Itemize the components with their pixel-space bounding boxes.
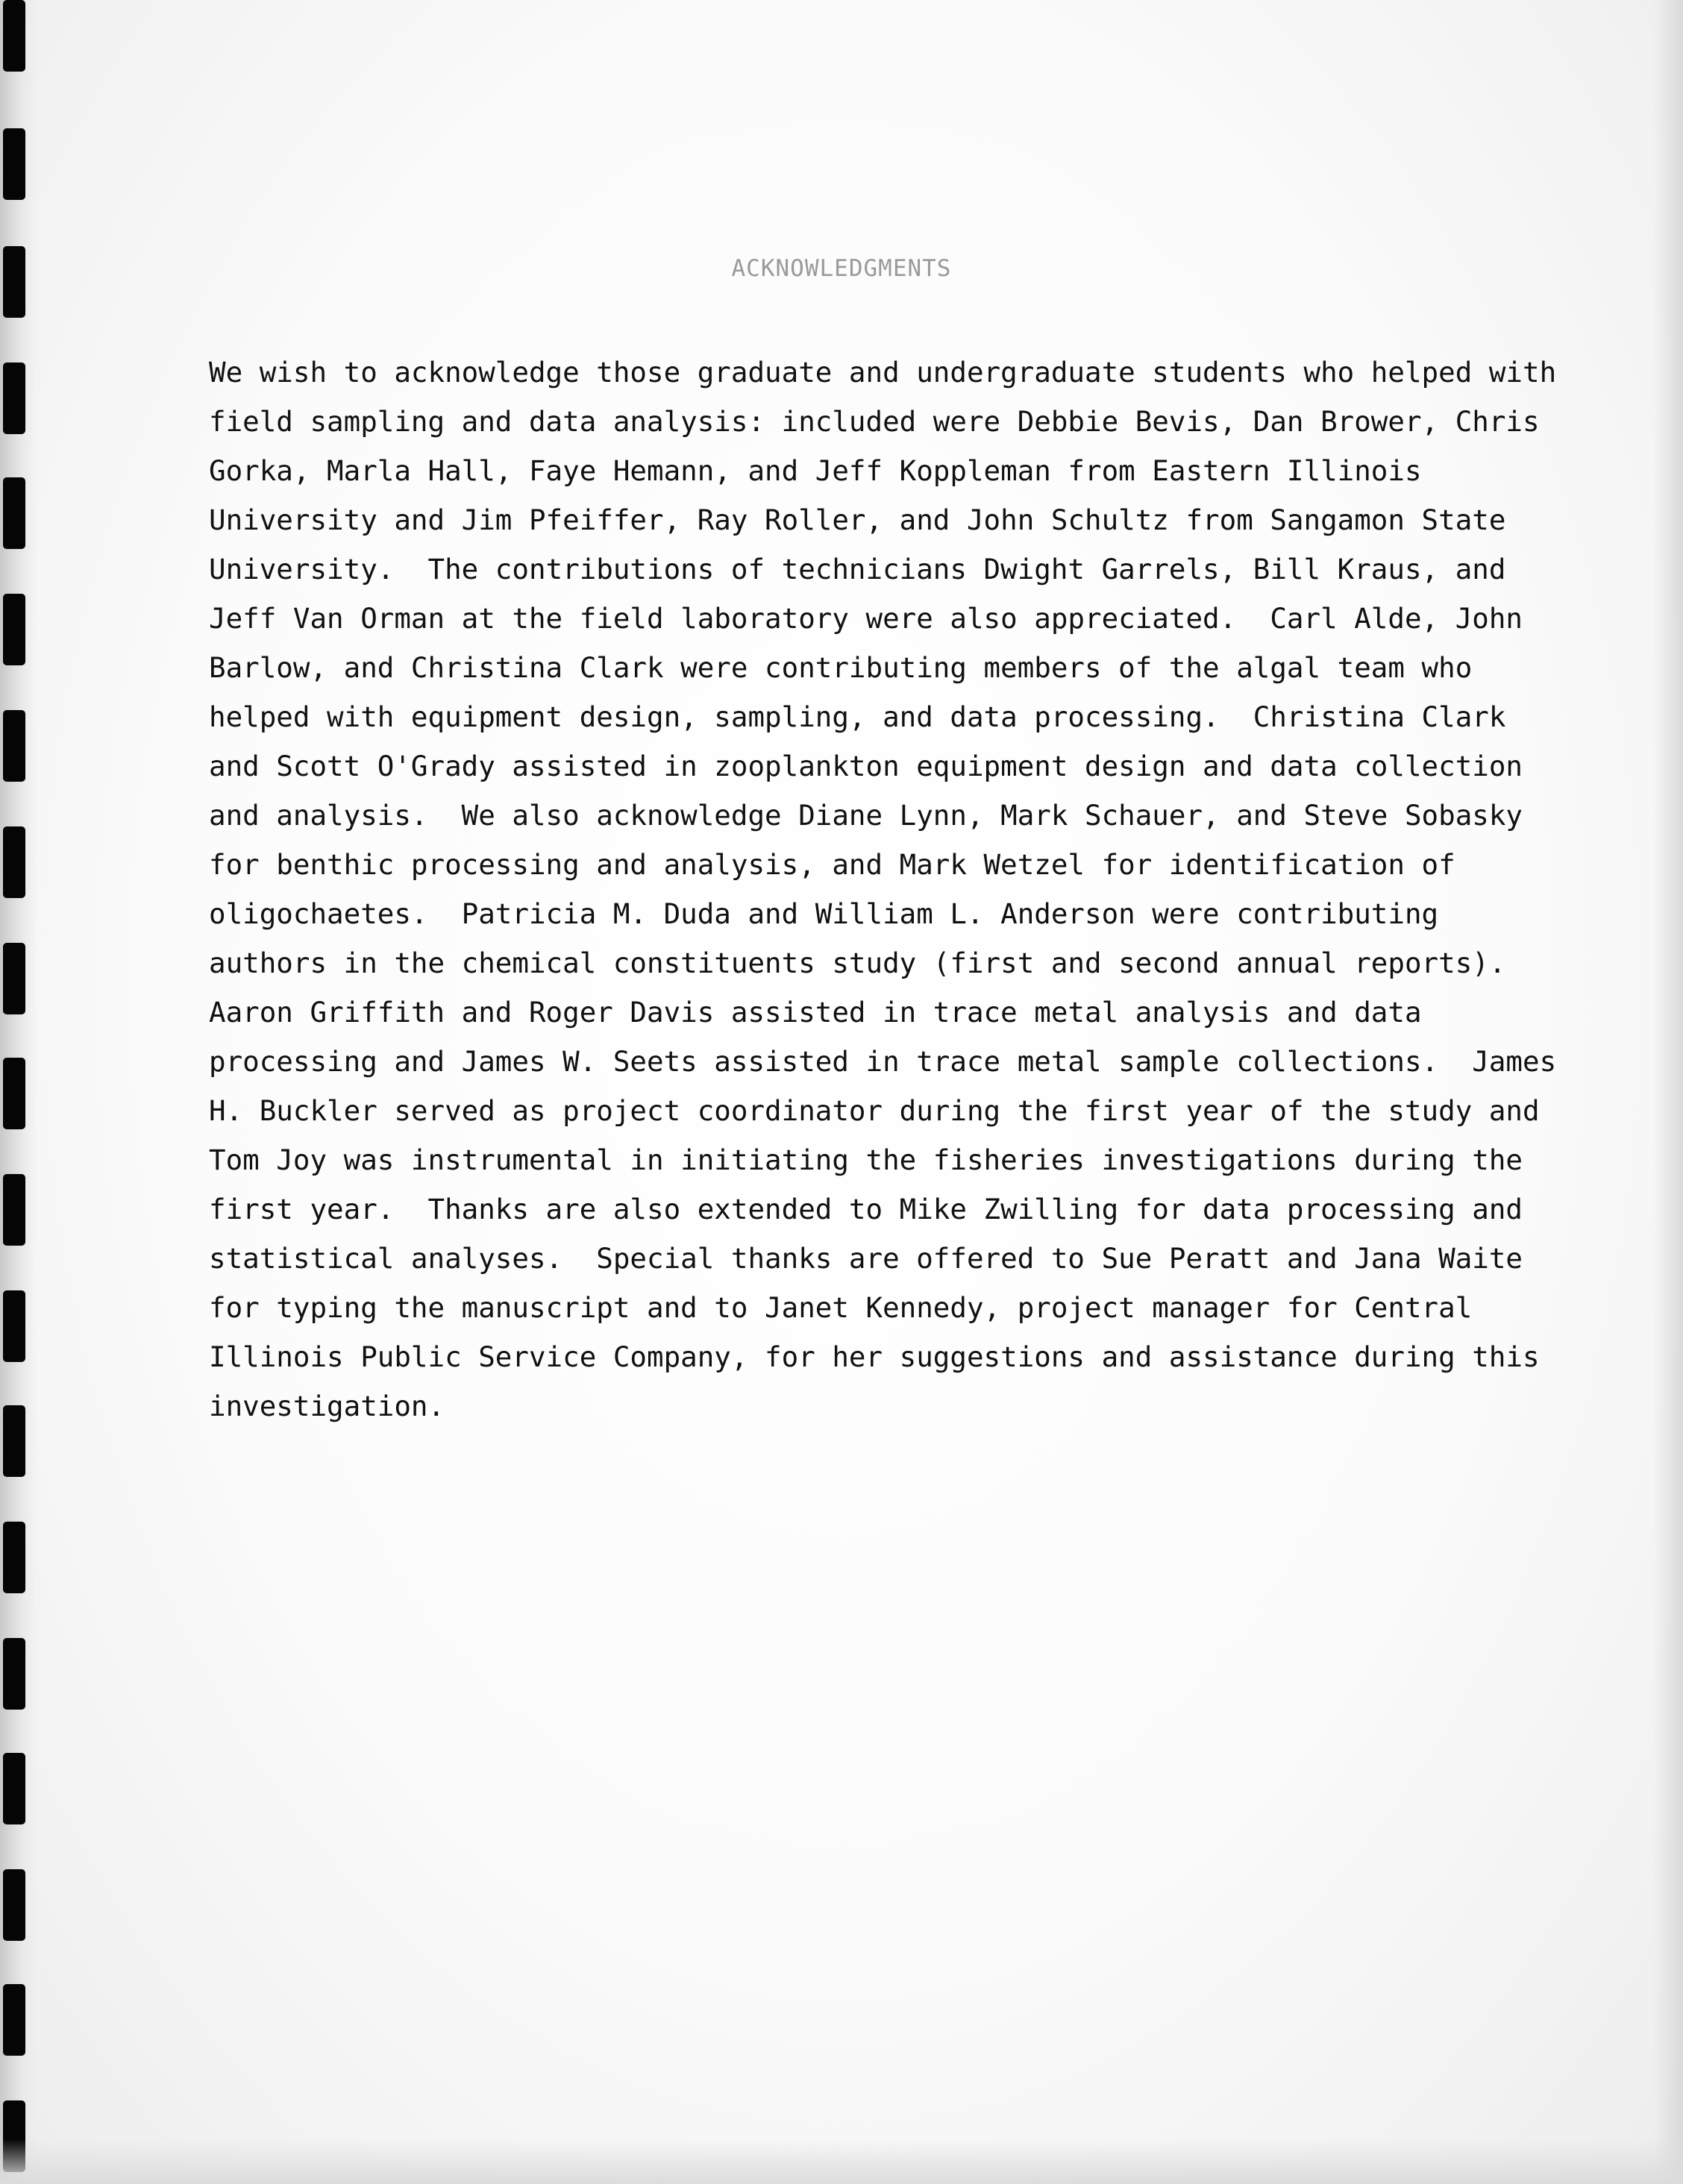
- binding-hole: [3, 710, 25, 782]
- binding-hole: [3, 1638, 25, 1710]
- text-line: University and Jim Pfeiffer, Ray Roller, and John Schultz from Sangamon State: [209, 503, 1506, 536]
- text-line: statistical analyses. Special thanks are offered to Sue Peratt and Jana Waite: [209, 1242, 1523, 1275]
- binding-hole: [3, 1522, 25, 1593]
- text-line: Barlow, and Christina Clark were contributing members of the algal team who: [209, 651, 1473, 684]
- text-line: Jeff Van Orman at the field laboratory were also appreciated. Carl Alde, John: [209, 602, 1523, 635]
- text-line: Gorka, Marla Hall, Faye Hemann, and Jeff Koppleman from Eastern Illinois: [209, 454, 1422, 487]
- binding-hole: [3, 0, 25, 72]
- binding-hole: [3, 128, 25, 200]
- binding-hole: [3, 1869, 25, 1941]
- binding-hole: [3, 477, 25, 549]
- text-line: H. Buckler served as project coordinator during the first year of the study and: [209, 1094, 1540, 1127]
- binding-hole: [3, 943, 25, 1014]
- binding-hole: [3, 1290, 25, 1362]
- binding-hole: [3, 1984, 25, 2056]
- text-line: investigation.: [209, 1390, 445, 1422]
- acknowledgments-paragraph: [209, 348, 1582, 1431]
- binding-edge: [0, 0, 37, 2184]
- page-bottom-edge: [0, 2139, 1683, 2184]
- binding-hole: [3, 826, 25, 898]
- text-line: and Scott O'Grady assisted in zooplankton equipment design and data collection: [209, 750, 1523, 782]
- binding-hole: [3, 1753, 25, 1824]
- text-line: for typing the manuscript and to Janet Kennedy, project manager for Central: [209, 1291, 1473, 1324]
- binding-hole: [3, 1405, 25, 1477]
- binding-hole: [3, 1174, 25, 1246]
- text-line: authors in the chemical constituents study (first and second annual reports).: [209, 947, 1506, 979]
- binding-hole: [3, 594, 25, 665]
- text-line: We wish to acknowledge those graduate and undergraduate students who helped with: [209, 356, 1557, 389]
- text-line: Aaron Griffith and Roger Davis assisted in trace metal analysis and data: [209, 996, 1422, 1029]
- page-heading: ACKNOWLEDGMENTS: [731, 255, 952, 282]
- text-line: Illinois Public Service Company, for her suggestions and assistance during this: [209, 1340, 1540, 1373]
- text-line: University. The contributions of technicians Dwight Garrels, Bill Kraus, and: [209, 553, 1506, 586]
- binding-hole: [3, 1058, 25, 1129]
- text-line: processing and James W. Seets assisted in trace metal sample collections. James: [209, 1045, 1557, 1078]
- text-line: field sampling and data analysis: included were Debbie Bevis, Dan Brower, Chris: [209, 405, 1540, 438]
- text-line: first year. Thanks are also extended to Mike Zwilling for data processing and: [209, 1193, 1523, 1226]
- text-line: and analysis. We also acknowledge Diane Lynn, Mark Schauer, and Steve Sobasky: [209, 799, 1523, 832]
- text-line: helped with equipment design, sampling, and data processing. Christina Clark: [209, 700, 1506, 733]
- page-right-edge: [1653, 0, 1683, 2184]
- text-line: for benthic processing and analysis, and Mark Wetzel for identification of: [209, 848, 1455, 881]
- text-line: Tom Joy was instrumental in initiating the fisheries investigations during the: [209, 1143, 1523, 1176]
- text-line: oligochaetes. Patricia M. Duda and William L. Anderson were contributing: [209, 897, 1439, 930]
- binding-hole: [3, 363, 25, 434]
